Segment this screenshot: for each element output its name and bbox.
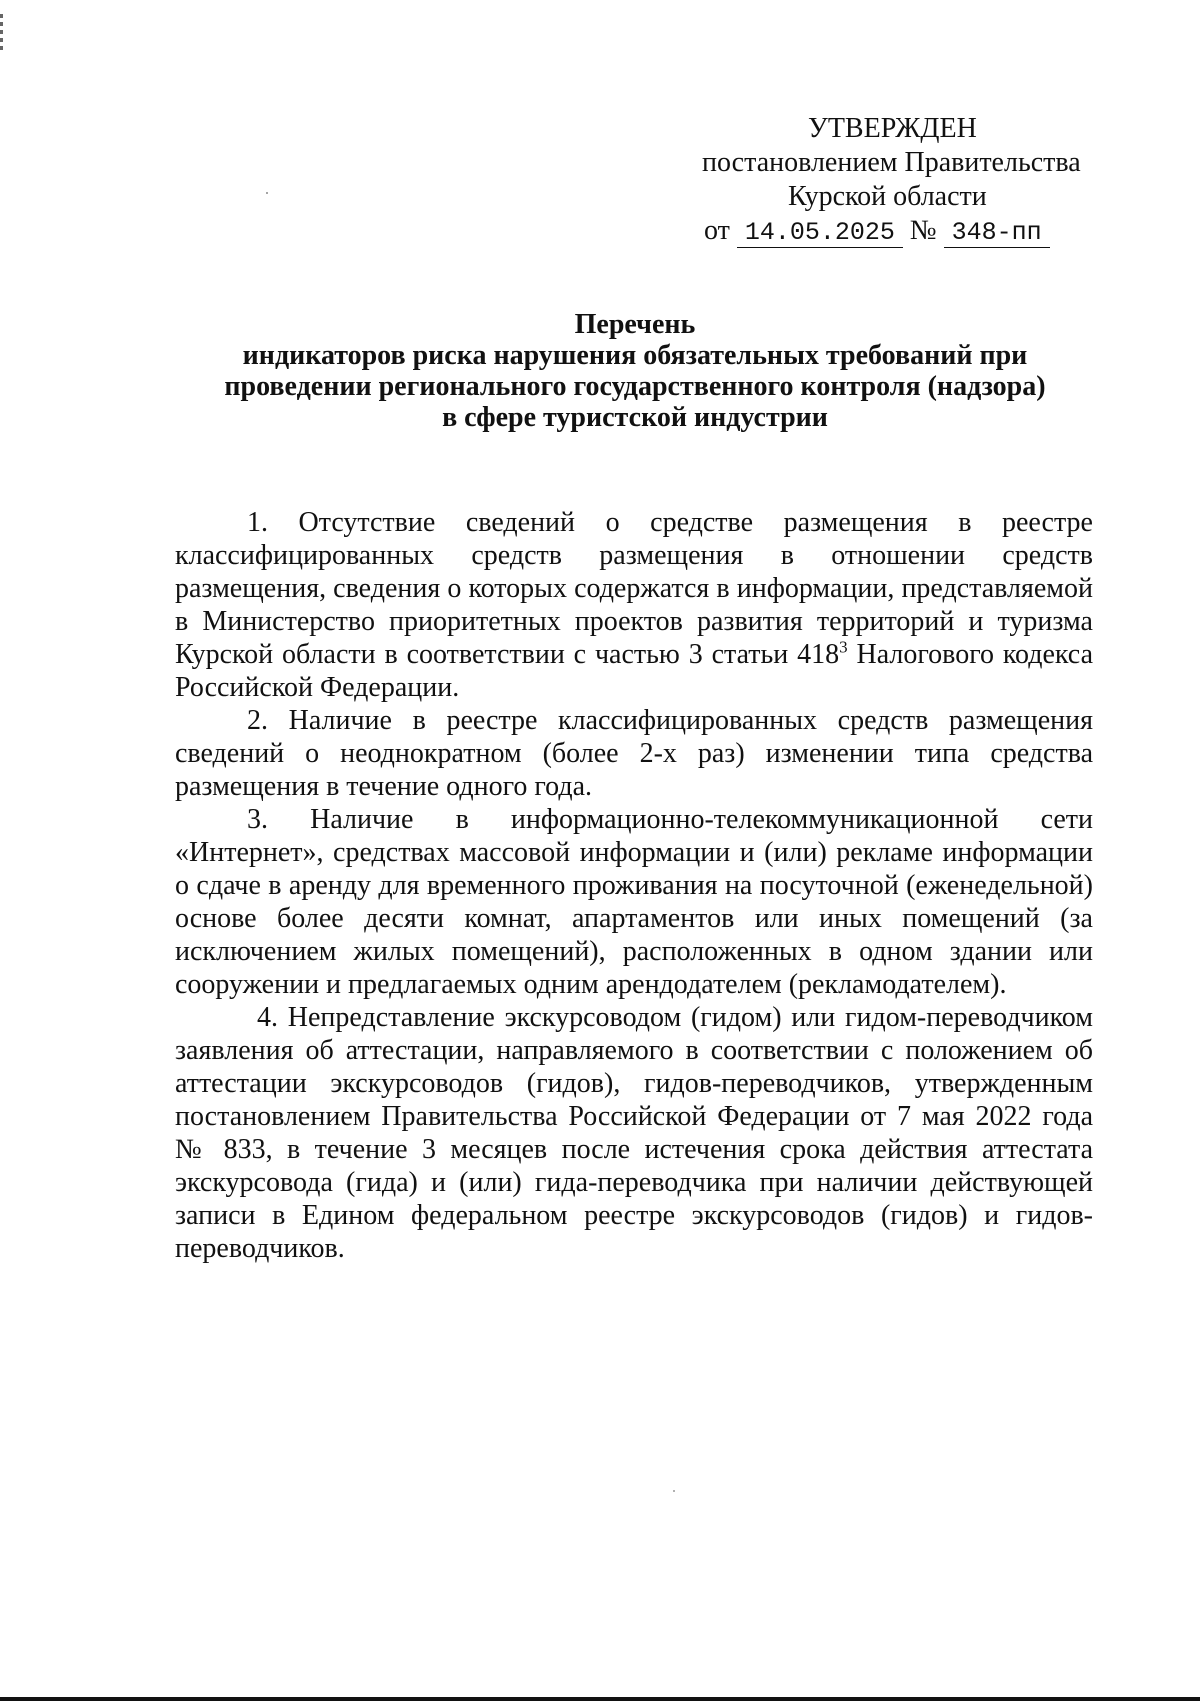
approval-date: 14.05.2025 [737, 218, 903, 248]
title-line-1: Перечень [574, 309, 696, 340]
approval-region: Курской области [788, 181, 987, 212]
paragraph-4: 4. Непредставление экскурсоводом (гидом) или гидом-переводчиком заявления об аттестации, направляемого в соответствии с положением об аттестации экскурсоводов (гидов), гидов-переводчиков, утвержденным постановлением Правительства Российской Федерации от 7 мая 2022 года № 833, в течение 3 месяцев после истечения срока действия аттестата экскурсовода (гида) и (или) гида-переводчика при наличии действующей записи в Едином федеральном реестре экскурсоводов (гидов) и гидов-переводчиков. [175, 1002, 1093, 1264]
paragraph-1-text: 1. Отсутствие сведений о средстве размещения в реестре классифицированных средств размещения в отношении средств размещения, сведения о которых содержатся в информации, представляемой в Министерство приоритетных проектов развития территорий и туризма Курской области в соответствии с частью 3 статьи 418 [175, 507, 1093, 670]
scan-speck [673, 1490, 675, 1492]
approval-number: 348-пп [944, 218, 1050, 248]
paragraph-1-tail: Налогового кодекса Российской Федерации. [175, 639, 1094, 703]
number-sign: № [909, 215, 937, 246]
document-body [175, 506, 1093, 1265]
approval-issuer: постановлением Правительства [702, 147, 1081, 178]
title-line-2: индикаторов риска нарушения обязательных требований при [242, 340, 1028, 371]
title-line-4: в сфере туристской индустрии [442, 402, 828, 433]
date-prefix: от [704, 215, 730, 246]
title-line-3: проведении регионального государственного контроля (надзора) [224, 371, 1046, 402]
approval-date-line [690, 214, 1110, 250]
paragraph-1 [175, 506, 1093, 704]
superscript: 3 [839, 637, 848, 657]
paragraph-3: 3. Наличие в информационно-телекоммуникационной сети «Интернет», средствах массовой информации и (или) рекламе информации о сдаче в аренду для временного проживания на посуточной (еженедельной) основе более десяти комнат, апартаментов или иных помещений (за исключением жилых помещений), расположенных в одном здании или сооружении и предлагаемых одним арендодателем (рекламодателем). [175, 804, 1093, 1000]
paragraph-2: 2. Наличие в реестре классифицированных средств размещения сведений о неоднократном (более 2-х раз) изменении типа средства размещения в течение одного года. [175, 705, 1093, 802]
document-title [170, 309, 1100, 433]
scan-edge-mark [0, 14, 3, 50]
scan-speck [266, 192, 268, 194]
approval-block [690, 112, 1110, 250]
scan-bottom-border [0, 1697, 1200, 1701]
approval-status: УТВЕРЖДЕН [808, 113, 977, 144]
